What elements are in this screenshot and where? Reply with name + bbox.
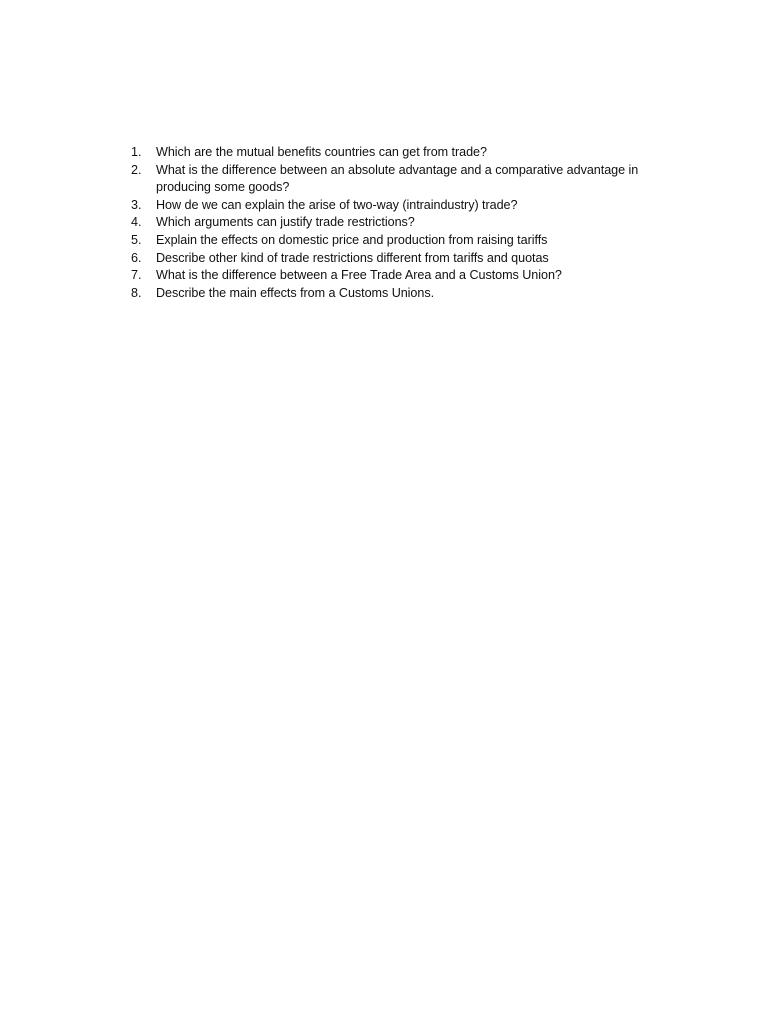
question-number: 2. [131,162,142,177]
question-text: What is the difference between a Free Trade Area and a Customs Union? [156,268,562,283]
question-number: 3. [131,197,142,212]
question-number: 8. [131,285,142,300]
question-number: 1. [131,145,142,159]
question-number: 4. [131,215,142,230]
question-item-7 [131,267,671,285]
question-text: Explain the effects on domestic price and production from raising tariffs [156,232,548,247]
question-number: 5. [131,232,142,247]
question-item-8 [131,285,671,303]
question-number: 6. [131,250,142,265]
question-item-4 [131,214,671,232]
question-item-2 [131,162,671,197]
question-text: What is the difference between an absolute advantage and a comparative advantage in producing some goods? [156,162,639,195]
question-item-3 [131,197,671,215]
question-list [131,144,671,302]
question-text: Describe the main effects from a Customs Unions. [156,285,435,300]
question-item-5 [131,232,671,250]
question-item-6 [131,250,671,268]
question-text: Which arguments can justify trade restrictions? [156,215,415,230]
question-text: Which are the mutual benefits countries can get from trade? [156,145,487,159]
question-text: Describe other kind of trade restrictions different from tariffs and quotas [156,250,549,265]
question-number: 7. [131,268,142,283]
question-text: How de we can explain the arise of two-way (intraindustry) trade? [156,197,518,212]
question-item-1 [131,144,671,162]
